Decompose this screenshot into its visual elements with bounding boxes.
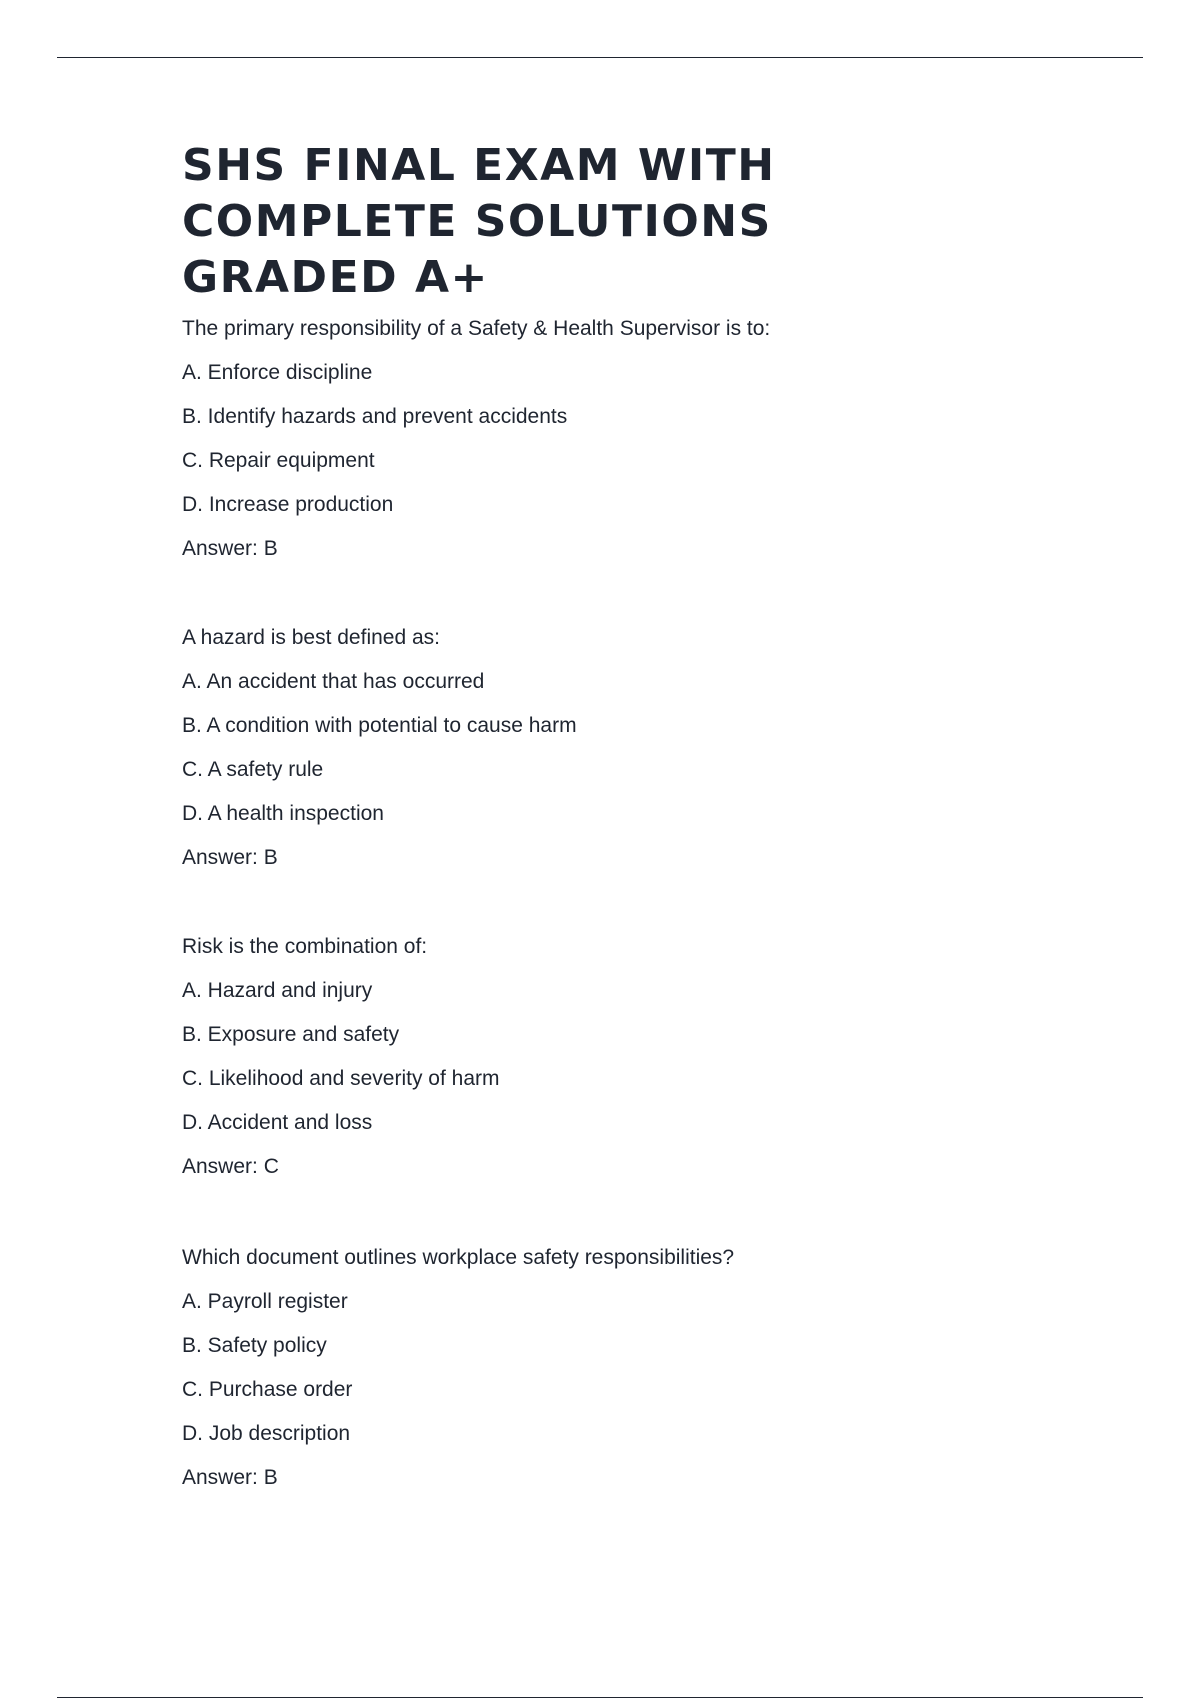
answer-option: C. A safety rule: [182, 758, 324, 781]
question-prompt: A hazard is best defined as:: [182, 626, 440, 649]
answer-option: A. Payroll register: [182, 1290, 348, 1313]
answer-option: C. Purchase order: [182, 1378, 353, 1401]
answer-option: A. An accident that has occurred: [182, 670, 485, 693]
question-block: [182, 623, 1002, 872]
answer-option: B. Exposure and safety: [182, 1023, 400, 1046]
question-prompt: Which document outlines workplace safety responsibilities?: [182, 1246, 735, 1269]
title-line: GRADED A+: [182, 252, 489, 303]
correct-answer: Answer: C: [182, 1155, 279, 1178]
question-prompt: Risk is the combination of:: [182, 935, 428, 958]
answer-option: D. Increase production: [182, 493, 394, 516]
correct-answer: Answer: B: [182, 846, 278, 869]
answer-option: B. Identify hazards and prevent accidents: [182, 405, 568, 428]
answer-option: C. Repair equipment: [182, 449, 375, 472]
top-divider: [57, 57, 1143, 58]
answer-option: D. Job description: [182, 1422, 351, 1445]
answer-option: B. A condition with potential to cause harm: [182, 714, 577, 737]
answer-option: A. Enforce discipline: [182, 361, 373, 384]
answer-option: B. Safety policy: [182, 1334, 327, 1357]
title-line: SHS FINAL EXAM WITH: [182, 140, 776, 191]
document-body: [182, 138, 1002, 1507]
correct-answer: Answer: B: [182, 1466, 278, 1489]
answer-option: D. A health inspection: [182, 802, 384, 825]
answer-option: A. Hazard and injury: [182, 979, 373, 1002]
answer-option: C. Likelihood and severity of harm: [182, 1067, 500, 1090]
answer-option: D. Accident and loss: [182, 1111, 373, 1134]
question-block: [182, 932, 1002, 1181]
document-title: [182, 138, 1002, 306]
title-line: COMPLETE SOLUTIONS: [182, 196, 772, 247]
question-block: [182, 314, 1002, 563]
question-block: [182, 1243, 1002, 1492]
question-prompt: The primary responsibility of a Safety & Health Supervisor is to:: [182, 317, 771, 340]
correct-answer: Answer: B: [182, 537, 278, 560]
bottom-divider: [57, 1697, 1143, 1698]
